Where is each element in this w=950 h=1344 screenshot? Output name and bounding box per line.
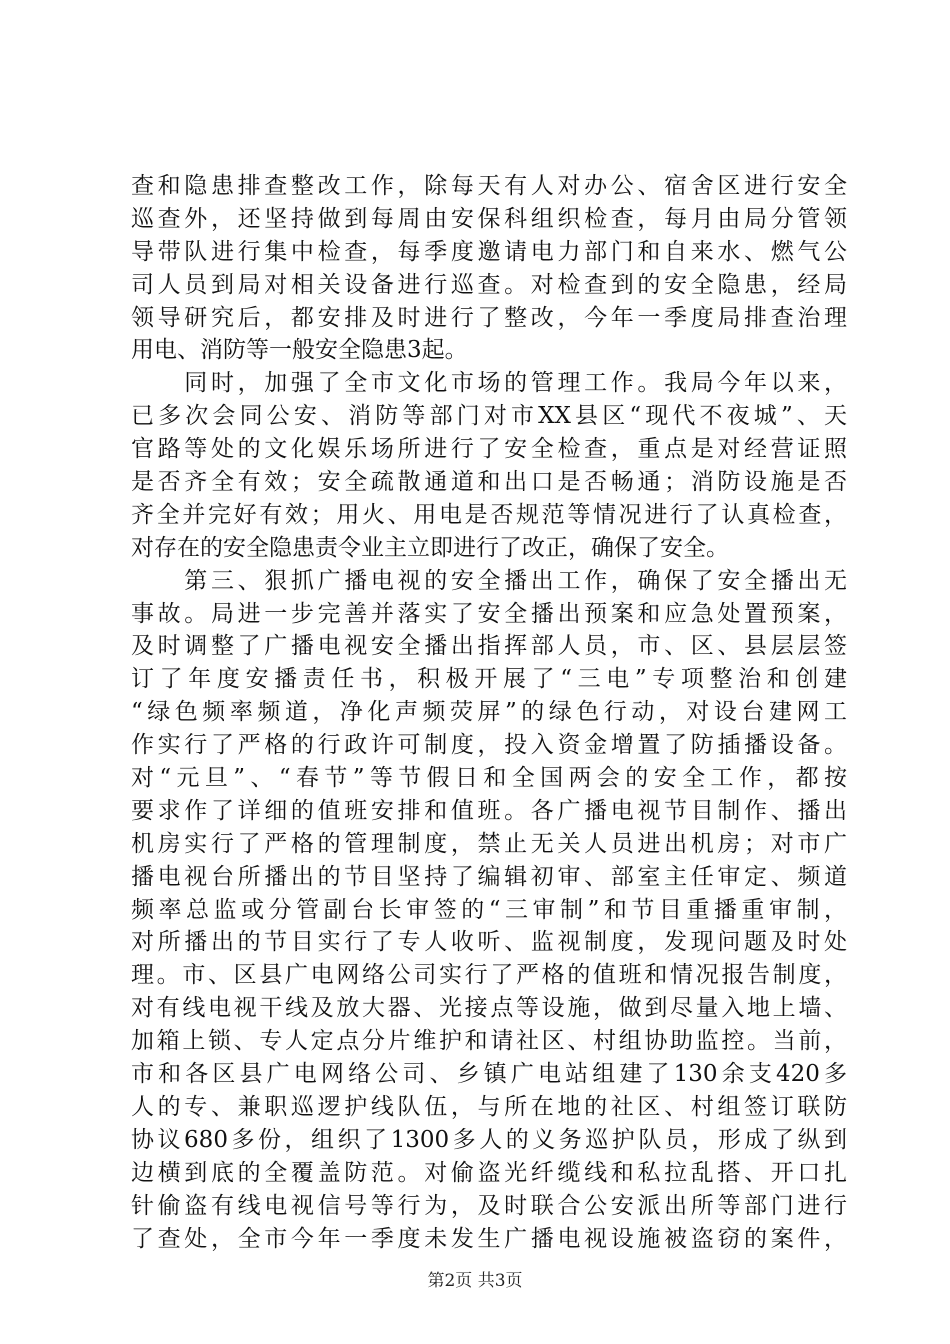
text-line: 查和隐患排查整改工作，除每天有人对办公、宿舍区进行安全 — [131, 173, 847, 199]
text-line: 官路等处的文化娱乐场所进行了安全检查，重点是对经营证照 — [131, 436, 847, 463]
text-line: 用电、消防等一般安全隐患3起。 — [131, 337, 468, 364]
text-line: 订了年度安播责任书，积极开展了“三电”专项整治和创建 — [131, 666, 847, 693]
text-line: 理。市、区县广电网络公司实行了严格的值班和情况报告制度， — [131, 962, 847, 989]
page-footer: 第2页 共3页 — [427, 1271, 523, 1291]
text-line: 对“元旦”、“春节”等节假日和全国两会的安全工作，都按 — [131, 765, 847, 792]
text-line: 协议680多份，组织了1300多人的义务巡护队员，形成了纵到 — [131, 1126, 847, 1153]
text-line: 市和各区县广电网络公司、乡镇广电站组建了130余支420多 — [131, 1061, 847, 1088]
text-line: 机房实行了严格的管理制度，禁止无关人员进出机房；对市广 — [131, 830, 847, 857]
text-line: 巡查外，还坚持做到每周由安保科组织检查，每月由局分管领 — [131, 205, 847, 232]
text-line: 加箱上锁、专人定点分片维护和请社区、村组协助监控。当前， — [131, 1028, 847, 1055]
text-line: 作实行了严格的行政许可制度，投入资金增置了防插播设备。 — [131, 732, 847, 759]
document-body — [131, 170, 847, 1255]
text-line: 播电视台所播出的节目坚持了编辑初审、部室主任审定、频道 — [131, 863, 847, 890]
text-line: 对有线电视干线及放大器、光接点等设施，做到尽量入地上墙、 — [131, 995, 847, 1022]
text-line: 人的专、兼职巡逻护线队伍，与所在地的社区、村组签订联防 — [131, 1093, 847, 1120]
text-line: 针偷盗有线电视信号等行为，及时联合公安派出所等部门进行 — [131, 1192, 847, 1219]
text-line: 及时调整了广播电视安全播出指挥部人员，市、区、县层层签 — [131, 633, 847, 660]
text-line: 了查处，全市今年一季度未发生广播电视设施被盗窃的案件， — [131, 1225, 847, 1252]
text-line: 已多次会同公安、消防等部门对市XX县区“现代不夜城”、天 — [131, 403, 847, 430]
text-line: 司人员到局对相关设备进行巡查。对检查到的安全隐患，经局 — [131, 271, 847, 298]
text-line: 边横到底的全覆盖防范。对偷盗光纤缆线和私拉乱搭、开口扎 — [131, 1159, 847, 1186]
text-line: 导带队进行集中检查，每季度邀请电力部门和自来水、燃气公 — [131, 238, 847, 265]
text-line: 领导研究后，都安排及时进行了整改，今年一季度局排查治理 — [131, 304, 847, 331]
text-line: 频率总监或分管副台长审签的“三审制”和节目重播重审制， — [131, 896, 847, 923]
text-line: 对存在的安全隐患责令业主立即进行了改正，确保了安全。 — [131, 534, 729, 561]
text-line: 对所播出的节目实行了专人收听、监视制度，发现问题及时处 — [131, 929, 847, 956]
text-line: 要求作了详细的值班安排和值班。各广播电视节目制作、播出 — [131, 797, 847, 824]
text-line: 事故。局进一步完善并落实了安全播出预案和应急处置预案， — [131, 600, 847, 627]
text-line: 第三、狠抓广播电视的安全播出工作，确保了安全播出无 — [131, 567, 847, 594]
text-line: “绿色频率频道，净化声频荧屏”的绿色行动，对设台建网工 — [131, 699, 847, 726]
text-line: 是否齐全有效；安全疏散通道和出口是否畅通；消防设施是否 — [131, 469, 847, 496]
text-line: 齐全并完好有效；用火、用电是否规范等情况进行了认真检查， — [131, 501, 847, 528]
text-line: 同时，加强了全市文化市场的管理工作。我局今年以来， — [131, 370, 847, 397]
